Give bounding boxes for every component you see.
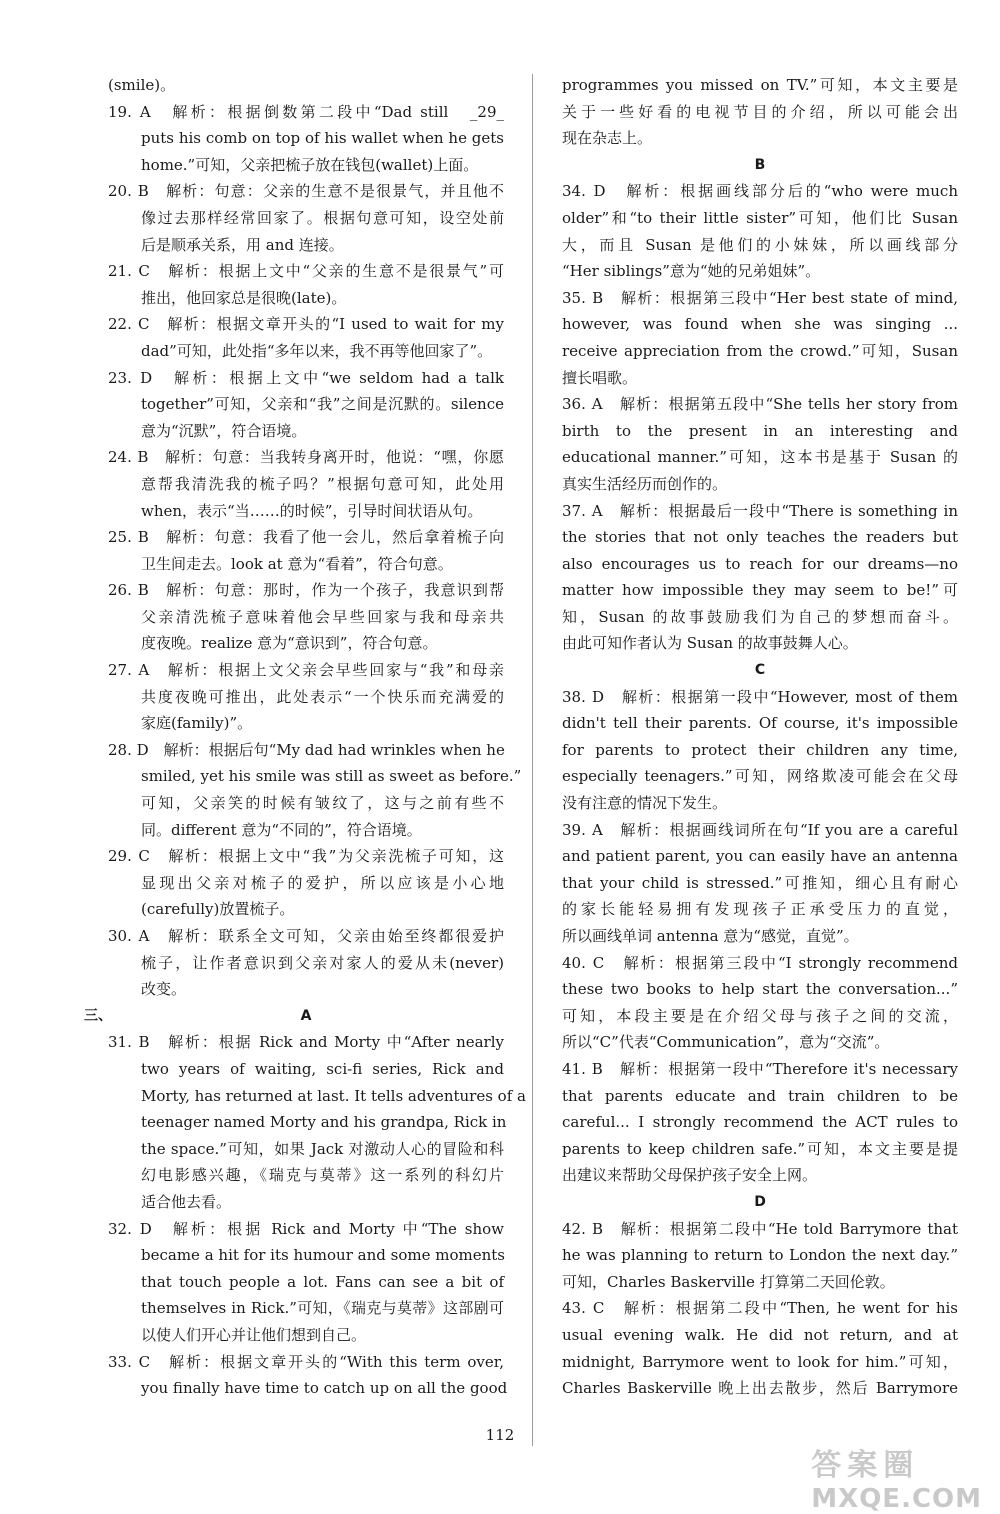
answer-text-line: 可知，父亲笑的时候有皱纹了，这与之前有些不 <box>141 794 504 813</box>
answer-text-line: you finally have time to catch up on all the good <box>141 1379 508 1398</box>
answer-text-line: themselves in Rick.”可知，《瑞克与莫蒂》这部剧可 <box>141 1299 504 1318</box>
answer-text-line: 没有注意的情况下发生。 <box>562 794 728 813</box>
watermark-line-1: 答案圈 <box>811 1448 920 1483</box>
answer-text-line: home.”可知，父亲把梳子放在钱包(wallet)上面。 <box>141 155 479 174</box>
answer-text-line: 卫生间走去。look at 意为“看着”，符合句意。 <box>141 554 453 573</box>
answer-text-line: 意为“沉默”，符合语境。 <box>141 421 307 440</box>
answer-text-line: 22. C 解析：根据文章开头的“I used to wait for my <box>108 315 504 334</box>
answer-text-line: 23. D 解析：根据上文中“we seldom had a talk <box>108 368 504 387</box>
answer-text-line: 显现出父亲对梳子的爱护，所以应该是小心地 <box>141 873 504 892</box>
answer-text-line: the space.”可知，如果 Jack 对激动人心的冒险和科 <box>141 1139 504 1158</box>
answer-text-line: 30. A 解析：联系全文可知，父亲由始至终都很爱护 <box>108 927 504 945</box>
answer-text-line: parents to keep children safe.”可知，本文主要是提 <box>562 1139 958 1158</box>
section-heading <box>84 1003 504 1030</box>
answer-text-line: 25. B 解析：句意：我看了他一会儿，然后拿着梳子向 <box>108 528 504 547</box>
answer-text-line: 所以“C”代表“Communication”，意为“交流”。 <box>562 1033 890 1052</box>
answer-text-line: 家庭(family)”。 <box>141 714 253 733</box>
answer-text-line: programmes you missed on TV.”可知，本文主要是 <box>562 76 958 94</box>
answer-text-line: together”可知，父亲和“我”之间是沉默的。silence <box>141 395 504 414</box>
answer-text-line: midnight, Barrymore went to look for him.”可知， <box>562 1352 958 1371</box>
answer-text-line: dad”可知，此处指“多年以来，我不再等他回家了”。 <box>141 341 493 360</box>
answer-text-line: also encourages us to reach for our dreams—no <box>562 554 958 573</box>
watermark-line-2: MXQE.COM <box>811 1484 982 1514</box>
answer-text-line: especially teenagers.”可知，网络欺凌可能会在父母 <box>562 767 958 786</box>
page-number: 112 <box>485 1426 515 1444</box>
answer-text-line: 40. C 解析：根据第三段中“I strongly recommend <box>562 953 958 972</box>
answer-text-line: 34. D 解析：根据画线部分后的“who were much <box>562 182 958 201</box>
answer-text-line: 36. A 解析：根据第五段中“She tells her story from <box>562 395 958 414</box>
answer-text-line: 19. A 解析：根据倒数第二段中“Dad still _29_ <box>108 102 504 121</box>
answer-text-line: matter how impossible they may seem to be!”可 <box>562 581 958 600</box>
answer-text-line: became a hit for its humour and some moments <box>141 1246 505 1265</box>
answer-text-line: two years of waiting, sci-fi series, Rick and <box>141 1059 504 1078</box>
answer-text-line: 梳子，让作者意识到父亲对家人的爱从未(never) <box>141 953 504 972</box>
answer-text-line: 38. D 解析：根据第一段中“However, most of them <box>562 687 958 706</box>
answer-text-line: 真实生活经历而创作的。 <box>562 474 728 493</box>
answer-text-line: when，表示“当……的时候”，引导时间状语从句。 <box>141 501 483 520</box>
answer-text-line: the stories that not only teaches the readers but <box>562 528 958 547</box>
answer-text-line: 42. B 解析：根据第二段中“He told Barrymore that <box>562 1219 958 1238</box>
section-heading <box>562 657 958 684</box>
answer-text-line: teenager named Morty and his grandpa, Rick in <box>141 1113 507 1132</box>
answer-text-line: smiled, yet his smile was still as sweet as before.” <box>141 767 522 786</box>
answer-text-line: that parents educate and train children to be <box>562 1086 958 1105</box>
answer-text-line: 31. B 解析：根据 Rick and Morty 中“After nearly <box>108 1033 504 1052</box>
answer-text-line: 可知，Charles Baskerville 打算第二天回伦敦。 <box>562 1272 895 1291</box>
answer-text-line: 26. B 解析：句意：那时，作为一个孩子，我意识到帮 <box>108 581 504 600</box>
answer-text-line: Charles Baskerville 晚上出去散步，然后 Barrymore <box>562 1379 958 1398</box>
answer-text-line: 39. A 解析：根据画线词所在句“If you are a careful <box>562 820 958 839</box>
answer-text-line: 41. B 解析：根据第一段中“Therefore it's necessary <box>562 1059 958 1078</box>
answer-text-line: older”和“to their little sister”可知，他们比 Susan <box>562 208 958 227</box>
answer-text-line: 适合他去看。 <box>141 1192 232 1211</box>
section-heading-label: A <box>300 1007 312 1024</box>
answer-text-line: 后是顺承关系，用 and 连接。 <box>141 235 344 254</box>
answer-text-line: 以使人们开心并让他们想到自己。 <box>141 1325 367 1344</box>
right-column <box>562 72 958 1402</box>
answer-text-line: 推出，他回家总是很晚(late)。 <box>141 288 347 307</box>
answer-text-line: puts his comb on top of his wallet when he gets <box>141 129 504 148</box>
section-heading-label: C <box>754 662 766 679</box>
answer-text-line: for parents to protect their children any time, <box>562 740 958 759</box>
answer-text-line: 像过去那样经常回家了。根据句意可知，设空处前 <box>141 208 504 227</box>
answer-text-line: 共度夜晚可推出，此处表示“一个快乐而充满爱的 <box>141 687 504 706</box>
answer-text-line: 20. B 解析：句意：父亲的生意不是很景气，并且他不 <box>108 182 504 201</box>
answer-text-line: he was planning to return to London the next day.” <box>562 1246 958 1265</box>
answer-text-line: 改变。 <box>141 980 187 999</box>
answer-text-line: 大，而且 Susan 是他们的小妹妹，所以画线部分 <box>562 235 958 254</box>
answer-text-line: 幻电影感兴趣，《瑞克与莫蒂》这一系列的科幻片 <box>141 1166 504 1185</box>
answer-text-line: that your child is stressed.”可推知，细心且有耐心 <box>562 873 958 892</box>
answer-text-line: 29. C 解析：根据上文中“我”为父亲洗梳子可知，这 <box>108 847 504 866</box>
answer-text-line: (carefully)放置梳子。 <box>141 900 295 919</box>
answer-text-line: didn't tell their parents. Of course, it's impossible <box>562 714 958 733</box>
answer-text-line: 擅长唱歌。 <box>562 368 638 387</box>
answer-text-line: 24. B 解析：句意：当我转身离开时，他说：“嘿，你愿 <box>108 448 504 467</box>
answer-text-line: 知，Susan 的故事鼓励我们为自己的梦想而奋斗。 <box>562 607 958 626</box>
column-divider <box>532 74 533 1446</box>
answer-text-line: however, was found when she was singing ... <box>562 315 958 334</box>
answer-text-line: 度夜晚。realize 意为“意识到”，符合句意。 <box>141 634 438 653</box>
section-heading <box>562 1189 958 1216</box>
section-heading-label: B <box>754 156 766 173</box>
answer-text-line: careful... I strongly recommend the ACT rules to <box>562 1113 958 1132</box>
answer-text-line: 27. A 解析：根据上文父亲会早些回家与“我”和母亲 <box>108 661 504 680</box>
answer-text-line: (smile)。 <box>108 76 176 94</box>
answer-text-line: 同。different 意为“不同的”，符合语境。 <box>141 820 422 839</box>
answer-text-line: 21. C 解析：根据上文中“父亲的生意不是很景气”可 <box>108 262 504 281</box>
answer-text-line: 关于一些好看的电视节目的介绍，所以可能会出 <box>562 102 958 121</box>
answer-text-line: 28. D 解析：根据后句“My dad had wrinkles when he <box>108 740 505 759</box>
answer-text-line: “Her siblings”意为“她的兄弟姐妹”。 <box>562 262 821 281</box>
answer-text-line: 父亲清洗梳子意味着他会早些回家与我和母亲共 <box>141 607 504 626</box>
answer-text-line: 由此可知作者认为 Susan 的故事鼓舞人心。 <box>562 634 858 653</box>
answer-text-line: usual evening walk. He did not return, and at <box>562 1325 958 1344</box>
answer-text-line: 32. D 解析：根据 Rick and Morty 中“The show <box>108 1219 504 1238</box>
answer-text-line: birth to the present in an interesting and <box>562 421 958 440</box>
answer-text-line: that touch people a lot. Fans can see a bit of <box>141 1272 504 1291</box>
section-heading-label: D <box>754 1193 766 1210</box>
answer-text-line: 33. C 解析：根据文章开头的“With this term over, <box>108 1352 504 1371</box>
answer-text-line: 所以画线单词 antenna 意为“感觉，直觉”。 <box>562 927 859 945</box>
answer-text-line: 35. B 解析：根据第三段中“Her best state of mind, <box>562 288 958 307</box>
answer-text-line: 的家长能轻易拥有发现孩子正承受压力的直觉， <box>562 900 958 919</box>
answer-text-line: receive appreciation from the crowd.”可知，Susan <box>562 341 958 360</box>
answer-text-line: 出建议来帮助父母保护孩子安全上网。 <box>562 1166 818 1185</box>
watermark-logo <box>811 1440 982 1514</box>
left-column <box>84 72 526 1402</box>
part-marker: 三、 <box>84 1007 112 1024</box>
answer-text-line: 意帮我清洗我的梳子吗？”根据句意可知，此处用 <box>141 474 504 493</box>
section-heading <box>562 152 958 179</box>
answer-text-line: 可知，本段主要是在介绍父母与孩子之间的交流， <box>562 1006 958 1025</box>
answer-text-line: and patient parent, you can easily have an antenna <box>562 847 958 866</box>
answer-text-line: these two books to help start the conversation...” <box>562 980 958 999</box>
answer-text-line: 43. C 解析：根据第二段中“Then, he went for his <box>562 1299 958 1318</box>
answer-text-line: 37. A 解析：根据最后一段中“There is something in <box>562 501 958 520</box>
answer-text-line: educational manner.”可知，这本书是基于 Susan 的 <box>562 448 958 467</box>
answer-text-line: 现在杂志上。 <box>562 129 653 148</box>
answer-text-line: Morty, has returned at last. It tells adventures of a <box>141 1086 526 1105</box>
